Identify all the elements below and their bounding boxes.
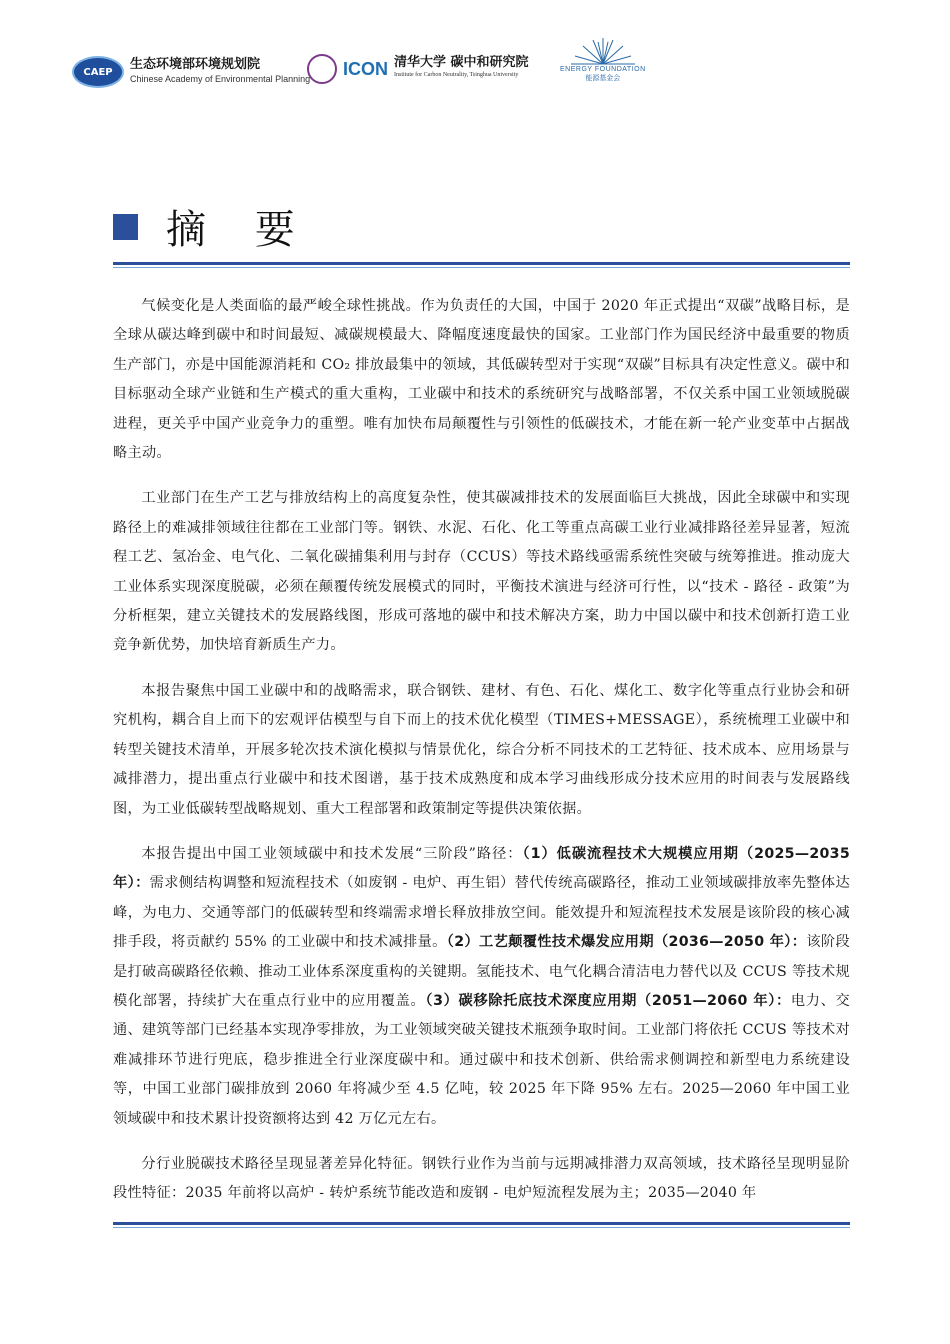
tsinghua-name-en: Institute for Carbon Neutrality, Tsinghua University bbox=[394, 72, 519, 78]
footer-divider bbox=[113, 1222, 850, 1228]
caep-name-cn: 生态环境部环境规划院 bbox=[130, 57, 261, 72]
ef-name-cn: 能源基金会 bbox=[585, 74, 621, 82]
starburst-icon bbox=[571, 36, 635, 66]
section-title bbox=[113, 198, 313, 255]
stage-1-heading: （1）低碳流程技术大规模应用期（2025—2035 年）： bbox=[113, 845, 851, 892]
caep-name-en: Chinese Academy of Environmental Planning bbox=[130, 74, 311, 84]
paragraph-4-intro: 本报告提出中国工业领域碳中和技术发展“三阶段”路径： bbox=[141, 845, 523, 862]
caep-badge-icon: CAEP bbox=[72, 56, 124, 88]
page-title: 摘 要 bbox=[166, 207, 313, 253]
document-body bbox=[113, 292, 850, 1225]
paragraph-5: 分行业脱碳技术路径呈现显著差异化特征。钢铁行业作为当前与远期减排潜力双高领域，技术路径呈现明显阶段性特征：2035 年前将以高炉 - 转炉系统节能改造和废钢 - 电炉短流程发展为主；2035—2040 年 bbox=[113, 1155, 850, 1202]
stage-1-text: 需求侧结构调整和短流程技术（如废钢 - 电炉、再生铝）替代传统高碳路径，推动工业领域碳排放率先整体达峰，为电力、交通等部门的低碳转型和终端需求增长释放排放空间。能效提升和短流程技术发展是该阶段的核心减排手段，将贡献约 55% 的工业碳中和技术减排量。 bbox=[113, 875, 850, 951]
paragraph-4 bbox=[113, 840, 850, 1134]
stage-2-heading: （2）工艺颠覆性技术爆发应用期（2036—2050 年）： bbox=[446, 934, 807, 951]
stage-2-text: 该阶段是打破高碳路径依赖、推动工业体系深度重构的关键期。氢能技术、电气化耦合清洁电力替代以及 CCUS 等技术规模化部署，持续扩大在重点行业中的应用覆盖。 bbox=[113, 934, 850, 1009]
tsinghua-logo bbox=[307, 54, 529, 84]
paragraph-2: 工业部门在生产工艺与排放结构上的高度复杂性，使其碳减排技术的发展面临巨大挑战，因此全球碳中和实现路径上的难减排领域往往都在工业部门等。钢铁、水泥、石化、化工等重点高碳工业行业减排路径差异显著，短流程工艺、氢冶金、电气化、二氧化碳捕集利用与封存（CCUS）等技术路线亟需系统性突破与统筹推进。推动庞大工业体系实现深度脱碳，必须在颠覆传统发展模式的同时，平衡技术演进与经济可行性，以“技术 - 路径 - 政策”为分析框架，建立关键技术的发展路线图，形成可落地的碳中和技术解决方案，助力中国以碳中和技术创新打造工业竞争新优势，加快培育新质生产力。 bbox=[113, 490, 850, 654]
tsinghua-name-cn: 清华大学 碳中和研究院 bbox=[394, 55, 529, 70]
caep-logo bbox=[72, 56, 310, 88]
tsinghua-seal-icon bbox=[307, 54, 337, 84]
icon-wordmark: ICON bbox=[343, 58, 388, 79]
header-logos bbox=[72, 36, 672, 106]
title-square-icon bbox=[113, 214, 138, 240]
energy-foundation-logo bbox=[560, 36, 646, 83]
stage-3-heading: （3）碳移除托底技术深度应用期（2051—2060 年）： bbox=[425, 992, 791, 1009]
paragraph-1: 气候变化是人类面临的最严峻全球性挑战。作为负责任的大国，中国于 2020 年正式提出“双碳”战略目标，是全球从碳达峰到碳中和时间最短、减碳规模最大、降幅度速度最快的国家。工业部门作为国民经济中最重要的物质生产部门，亦是中国能源消耗和 CO₂ 排放最集中的领域，其低碳转型对于实现“双碳”目标具有决定性意义。碳中和目标驱动全球产业链和生产模式的重大重构，工业碳中和技术的系统研究与战略部署，不仅关系中国工业领域脱碳进程，更关乎中国产业竞争力的重塑。唯有加快布局颠覆性与引领性的低碳技术，才能在新一轮产业变革中占据战略主动。 bbox=[113, 298, 850, 462]
ef-name-en: ENERGY FOUNDATION bbox=[560, 66, 646, 73]
title-divider bbox=[113, 262, 850, 268]
stage-3-text: 电力、交通、建筑等部门已经基本实现净零排放，为工业领域突破关键技术瓶颈争取时间。工业部门将依托 CCUS 等技术对难减排环节进行兜底，稳步推进全行业深度碳中和。通过碳中和技术创新、供给需求侧调控和新型电力系统建设等，中国工业部门碳排放到 2060 年将减少至 4.5 亿吨，较 2025 年下降 95% 左右。2025—2060 年中国工业领域碳中和技术累计投资额将达到 42 万亿元左右。 bbox=[113, 992, 850, 1127]
paragraph-3: 本报告聚焦中国工业碳中和的战略需求，联合钢铁、建材、有色、石化、煤化工、数字化等重点行业协会和研究机构，耦合自上而下的宏观评估模型与自下而上的技术优化模型（TIMES+MESSAGE），系统梳理工业碳中和转型关键技术清单，开展多轮次技术演化模拟与情景优化，综合分析不同技术的工艺特征、技术成本、应用场景与减排潜力，提出重点行业碳中和技术图谱，基于技术成熟度和成本学习曲线形成分技术应用的时间表与发展路线图，为工业低碳转型战略规划、重大工程部署和政策制定等提供决策依据。 bbox=[113, 682, 850, 817]
